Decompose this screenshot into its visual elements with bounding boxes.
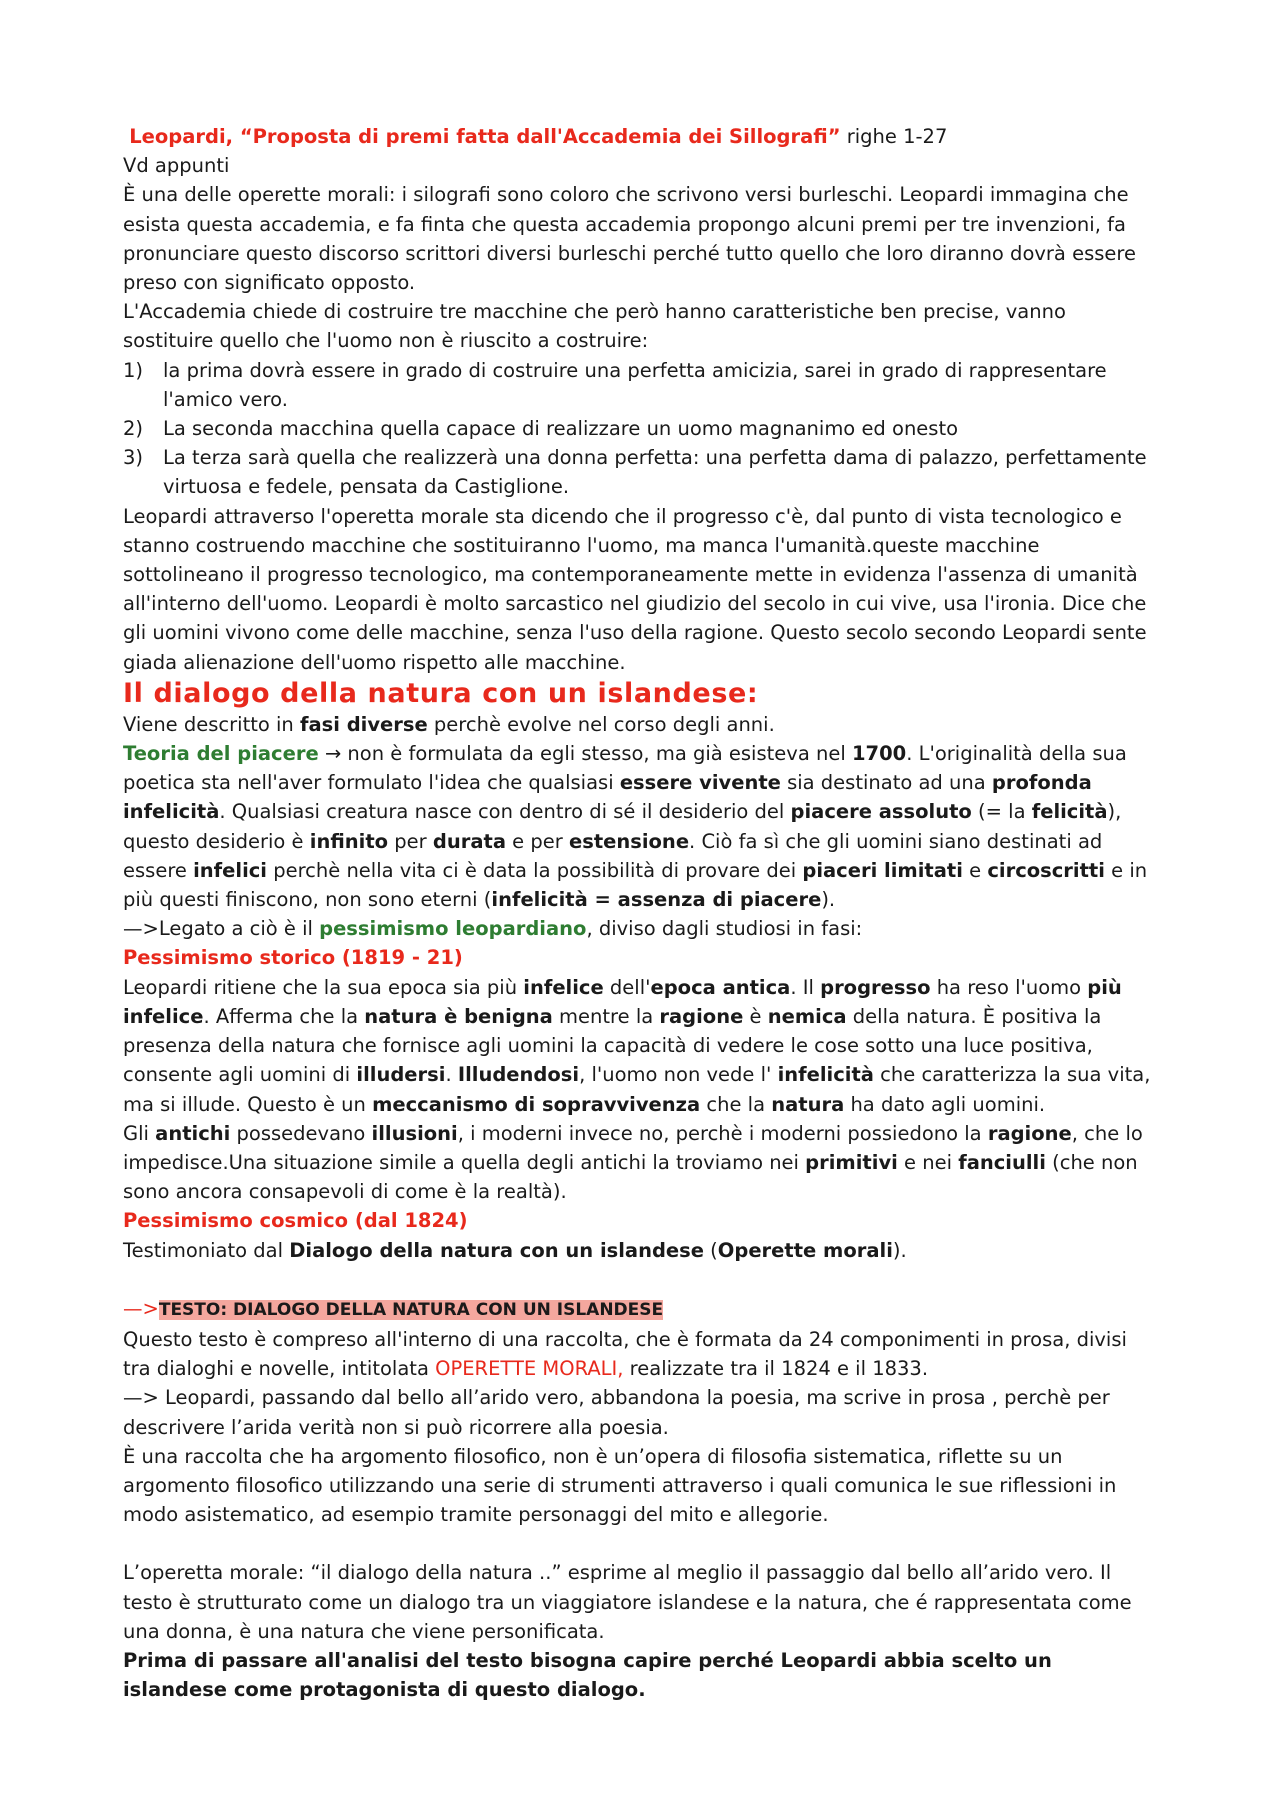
section-description [123,710,1160,739]
storico-paragraph-1 [123,973,1160,1119]
pessimismo-cosmico-title: Pessimismo cosmico (dal 1824) [123,1209,468,1233]
intro-paragraph-3: Leopardi attraverso l'operetta morale sta dicendo che il progresso c'è, dal punto di vista tecnologico e stanno costruendo macchine che sostituiranno l'uomo, ma manca l'umanità.queste macchine sottolineano il progresso tecnologico, ma contemporaneamente mette in evidenza l'assenza di umanità all'interno dell'uomo. Leopardi è molto sarcastico nel giudizio del secolo in cui vive, usa l'ironia. Dice che gli uomini vivono come delle macchine, senza l'uso della ragione. Questo secolo secondo Leopardi sente giada alienazione dell'uomo rispetto alle macchine. [123,504,1147,674]
testo-highlight-label: TESTO: DIALOGO DELLA NATURA CON UN ISLANDESE [158,1299,664,1320]
list-text: la prima dovrà essere in grado di costruire una perfetta amicizia, sarei in grado di rappresentare l'amico vero. [163,358,1107,411]
bold-run: circoscritti [987,858,1105,882]
bold-run: piacere assoluto [790,800,972,824]
list-number: 3) [123,446,144,470]
bold-run: infelicità [777,1063,874,1087]
text-run: —>Legato a ciò è il [123,917,320,941]
text-run: ). [821,888,836,912]
bold-run: Operette morali [717,1238,893,1262]
text-run: mentre la [552,1004,660,1028]
bold-run: fanciulli [958,1150,1046,1174]
bold-run: Dialogo della natura con un islandese [289,1238,704,1262]
bold-run: infelice [523,975,604,999]
bold-run: essere vivente [619,771,781,795]
arrow-glyph: —> [123,1296,159,1320]
teoria-title: Teoria del piacere [123,742,319,766]
text-run: Leopardi ritiene che la sua epoca sia più [123,975,524,999]
text-run: , che lo impedisce.Una situazione simile a quella degli antichi la troviamo nei [123,1121,1143,1174]
header-note: Vd appunti [123,154,230,178]
bold-run: illusioni [371,1121,458,1145]
text-run: sia destinato ad una [780,771,992,795]
bold-run: estensione [568,829,690,853]
text-run: , l'uomo non vede l' [579,1063,778,1087]
text-run: che la [700,1092,772,1116]
text-run: . Ciò fa sì che gli uomini siano destinati ad essere [123,829,1103,882]
text-run: (che non sono ancora consapevoli di come è la realtà). [123,1150,1138,1204]
list-item [123,356,1160,414]
text-run: Testimoniato dal [123,1238,290,1262]
text-run: ). [892,1238,907,1262]
legato-line [123,914,1160,943]
text-run: dell' [603,975,651,999]
header-title-suffix: righe 1-27 [840,125,948,148]
intro-paragraph-2: L'Accademia chiede di costruire tre macchine che però hanno caratteristiche ben precise, vanno sostituire quello che l'uomo non è riuscito a costruire: [123,300,1066,353]
bold-run: 1700 [851,742,907,766]
text-run: Gli [123,1121,156,1145]
text-run: possedevano [230,1121,372,1145]
list-text: La seconda macchina quella capace di realizzare un uomo magnanimo ed onesto [163,417,959,441]
bold-run: profonda infelicità [123,771,1092,824]
text-run: ha dato agli uomini. [844,1092,1046,1116]
testo-paragraph-2: —> Leopardi, passando dal bello all’arido vero, abbandona la poesia, ma scrive in prosa , perchè per descrivere l’arida verità non si può ricorrere alla poesia. [123,1386,1110,1439]
list-number: 2) [123,417,144,441]
pessimismo-storico-title: Pessimismo storico (1819 - 21) [123,946,463,970]
bold-run: felicità [1031,800,1108,824]
text-run: per [388,829,433,853]
text-run: e [962,858,988,882]
text-run: realizzate tra il 1824 e il 1833. [623,1357,929,1381]
blank-line [123,1265,1160,1294]
bold-run: antichi [155,1121,231,1145]
text-run: Viene descritto in [123,712,300,736]
header-title: Leopardi, “Proposta di premi fatta dall'Accademia dei Sillografi” [129,125,841,148]
machines-list [123,356,1160,502]
text-run: ha reso l'uomo [930,975,1088,999]
text-run: ( [703,1238,718,1262]
bold-run: durata [432,829,506,853]
text-run: ), questo desiderio è [123,800,1122,853]
text-run: perchè nella vita ci è data la possibilità di provare dei [267,858,803,882]
text-run: → non è formulata da egli stesso, ma già esisteva nel [318,742,852,766]
bold-run: epoca antica [650,975,791,999]
list-number: 1) [123,358,144,382]
testo-heading [123,1294,1160,1325]
text-run: e in più questi finiscono, non sono eterni ( [123,858,1148,912]
blank-line [123,1529,1160,1558]
text-run: della natura. È positiva la presenza della natura che fornisce agli uomini la capacità di vedere le cose sotto una luce positiva, consente agli uomini di [123,1004,1102,1087]
bold-run: ragione [987,1121,1072,1145]
list-item [123,443,1160,501]
text-run: , diviso dagli studiosi in fasi: [586,917,863,941]
bold-run: fasi diverse [299,712,428,736]
text-run: . Il [790,975,821,999]
list-text: La terza sarà quella che realizzerà una donna perfetta: una perfetta dama di palazzo, perfettamente virtuosa e fedele, pensata da Castiglione. [163,446,1147,499]
text-run: , i moderni invece no, perchè i moderni possiedono la [457,1121,988,1145]
text-run: perchè evolve nel corso degli anni. [427,712,775,736]
bold-run: piaceri limitati [802,858,963,882]
bold-run: primitivi [805,1150,898,1174]
intro-paragraph-1: È una delle operette morali: i silografi sono coloro che scrivono versi burleschi. Leopardi immagina che esista questa accademia, e fa finta che questa accademia propongo alcuni premi per tre invenzioni, fa pronunciare questo discorso scrittori diversi burleschi perché tutto quello che loro diranno dovrà essere preso con significato opposto. [123,183,1136,295]
bold-run: infelicità = assenza di piacere [491,888,822,912]
testo-paragraph-5: Prima di passare all'analisi del testo bisogna capire perché Leopardi abbia scelto un islandese come protagonista di questo dialogo. [123,1648,1052,1702]
bold-run: più infelice [123,975,1122,1028]
section-heading: Il dialogo della natura con un islandese: [123,677,759,709]
text-run: e nei [897,1150,959,1174]
bold-run: Illudendosi [457,1063,580,1087]
text-run: . [445,1063,458,1087]
teoria-paragraph [123,739,1160,914]
header-line [123,122,1160,151]
list-item [123,414,1160,443]
text-run: . L'originalità della sua poetica sta nell'aver formulato l'idea che qualsiasi [123,742,1127,795]
testo-paragraph-4: L’operetta morale: “il dialogo della natura ..” esprime al meglio il passaggio dal bello all’arido vero. Il testo è strutturato come un dialogo tra un viaggiatore islandese e la natura, che é rappresentata come una donna, è una natura che viene personificata. [123,1561,1132,1643]
testo-paragraph-3: È una raccolta che ha argomento filosofico, non è un’opera di filosofia sistematica, riflette su un argomento filosofico utilizzando una serie di strumenti attraverso i quali comunica le sue riflessioni in modo asistematico, ad esempio tramite personaggi del mito e allegorie. [123,1444,1117,1527]
bold-run: natura [771,1092,845,1116]
storico-paragraph-2 [123,1119,1160,1207]
text-run: e per [505,829,569,853]
bold-run: illudersi [356,1063,446,1087]
testo-paragraph-1 [123,1325,1160,1383]
bold-run: progresso [820,975,931,999]
cosmico-paragraph [123,1236,1160,1265]
bold-run: infelici [193,858,267,882]
text-run: (= la [971,800,1032,824]
bold-run: meccanismo di sopravvivenza [372,1092,701,1116]
red-run: OPERETTE MORALI, [435,1357,624,1381]
bold-run: nemica [767,1004,847,1028]
green-run: pessimismo leopardiano [319,917,587,941]
text-run: . Afferma che la [203,1004,365,1028]
text-run: che caratterizza la sua vita, ma si illude. Questo è un [123,1063,1151,1116]
bold-run: ragione [659,1004,744,1028]
text-run: è [743,1004,768,1028]
bold-run: natura è benigna [364,1004,553,1028]
text-run: Questo testo è compreso all'interno di una raccolta, che è formata da 24 componimenti in prosa, divisi tra dialoghi e novelle, intitolata [123,1327,1127,1381]
text-run: . Qualsiasi creatura nasce con dentro di sé il desiderio del [219,800,791,824]
bold-run: infinito [309,829,389,853]
